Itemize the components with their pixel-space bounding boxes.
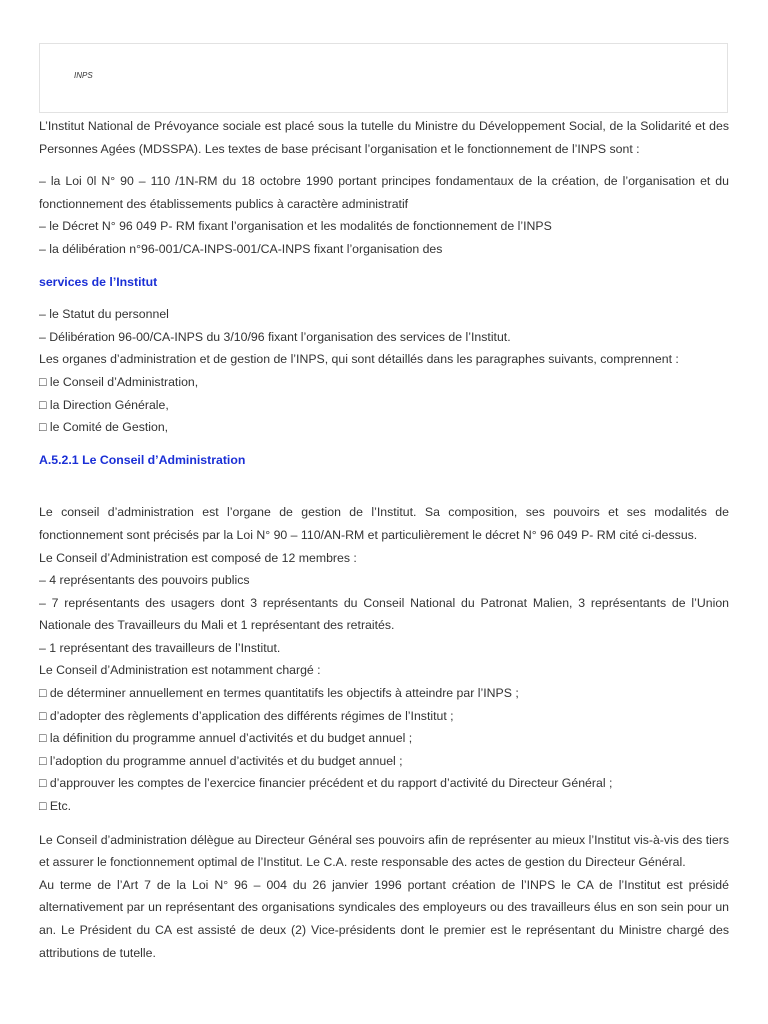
section-heading-services: services de l’Institut	[39, 274, 158, 289]
list-item: □ l’adoption du programme annuel d’activités et du budget annuel ;	[39, 753, 403, 768]
list-item: □ le Conseil d’Administration,	[39, 374, 199, 389]
list-item: – 1 représentant des travailleurs de l’Institut.	[39, 640, 281, 655]
legal-texts-list	[39, 170, 729, 260]
list-item: – le Statut du personnel	[39, 307, 169, 322]
intro-paragraph: L’Institut National de Prévoyance sociale est placé sous la tutelle du Ministre du Développement Social, de la Solidarité et des Personnes Agées (MDSSPA). Les textes de base précisant l’organisation et le fonctionnement de l’INPS sont :	[39, 119, 729, 156]
section-heading-council: A.5.2.1 Le Conseil d’Administration	[39, 452, 246, 467]
list-item: □ d’approuver les comptes de l’exercice financier précédent et du rapport d’activité du Directeur Général ;	[39, 776, 613, 791]
list-item: – Délibération 96-00/CA-INPS du 3/10/96 fixant l’organisation des services de l’Institut.	[39, 329, 511, 344]
inps-logo: INPS	[74, 71, 93, 80]
list-item: – la délibération n°96-001/CA-INPS-001/CA-INPS fixant l’organisation des	[39, 241, 443, 256]
list-item: □ de déterminer annuellement en termes quantitatifs les objectifs à atteindre par l’INPS ;	[39, 686, 519, 701]
list-item: – la Loi 0l N° 90 – 110 /1N-RM du 18 octobre 1990 portant principes fondamentaux de la création, de l’organisation et du fonctionnement des établissements publics à caractère administratif	[39, 174, 729, 211]
list-item: □ d’adopter des règlements d’application des différents régimes de l’Institut ;	[39, 708, 454, 723]
list-item: □ Etc.	[39, 799, 72, 814]
list-item: □ la définition du programme annuel d’activités et du budget annuel ;	[39, 731, 413, 746]
list-item: Le Conseil d’Administration est composé de 12 membres :	[39, 550, 357, 565]
list-item: □ le Comité de Gestion,	[39, 420, 169, 435]
list-item: □ la Direction Générale,	[39, 397, 169, 412]
list-item: Les organes d’administration et de gestion de l’INPS, qui sont détaillés dans les paragraphes suivants, comprennent :	[39, 352, 679, 367]
organs-list	[39, 303, 729, 439]
document-body	[39, 115, 729, 964]
presidency-paragraph: Au terme de l’Art 7 de la Loi N° 96 – 004 du 26 janvier 1996 portant création de l’INPS le CA de l’Institut est présidé alternativement par un représentant des organisations syndicales des employeurs ou des travailleurs élus en son sein pour un an. Le Président du CA est assisté de deux (2) Vice-présidents dont le premier est le représentant du Ministre chargé des attributions de tutelle.	[39, 877, 729, 960]
list-item: – 7 représentants des usagers dont 3 représentants du Conseil National du Patronat Malien, 3 représentants de l’Union Nationale des Travailleurs du Mali et 1 représentant des retraités.	[39, 595, 729, 633]
list-item: Le Conseil d’Administration est notamment chargé :	[39, 663, 321, 678]
list-item: – le Décret N° 96 049 P- RM fixant l’organisation et les modalités de fonctionnement de l’INPS	[39, 219, 552, 234]
council-paragraph: Le conseil d’administration est l’organe de gestion de l’Institut. Sa composition, ses pouvoirs et ses modalités de fonctionnement sont précisés par la Loi N° 90 – 110/AN-RM et particulièrement le décret N° 96 049 P- RM cité ci-dessus.	[39, 505, 729, 542]
delegation-paragraph: Le Conseil d’administration délègue au Directeur Général ses pouvoirs afin de représenter au mieux l’Institut vis-à-vis des tiers et assurer le fonctionnement optimal de l’Institut. Le C.A. reste responsable des actes de gestion du Directeur Général.	[39, 832, 729, 870]
logo-frame	[39, 43, 728, 113]
list-item: – 4 représentants des pouvoirs publics	[39, 573, 250, 588]
council-composition-list	[39, 547, 729, 818]
